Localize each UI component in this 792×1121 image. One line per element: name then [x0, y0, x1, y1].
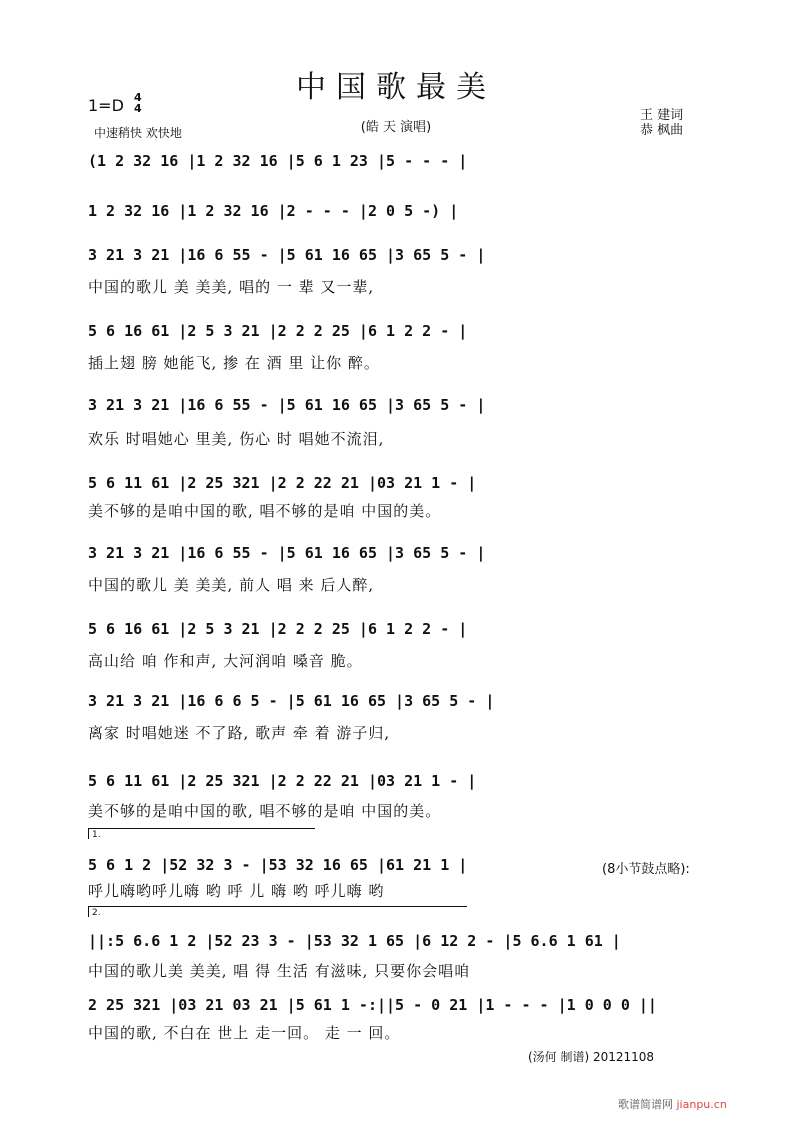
score-line-11-notes: 5 6 1 2 |52 32 3 - |53 32 16 65 |61 21 1 | [88, 856, 468, 874]
volta-2-bracket [88, 906, 467, 917]
site-watermark [618, 1096, 727, 1112]
score-line-4-notes: 5 6 16 61 |2 5 3 21 |2 2 2 25 |6 1 2 2 - | [88, 322, 468, 340]
score-line-13-lyric: 中国的歌, 不白在 世上 走一回。 走 一 回。 [88, 1024, 401, 1042]
time-signature [134, 92, 142, 114]
score-line-8-lyric: 高山给 咱 作和声, 大河润咱 嗓音 脆。 [88, 652, 363, 670]
singer-credit: (皓 天 演唱) [360, 120, 432, 135]
time-signature-top: 4 [134, 91, 142, 104]
score-line-3-notes: 3 21 3 21 |16 6 55 - |5 61 16 65 |3 65 5 - | [88, 246, 486, 264]
watermark-url: jianpu.cn [676, 1098, 727, 1111]
arranger-footer: (汤何 制谱) 20121108 [528, 1050, 655, 1064]
score-line-9-lyric: 离家 时唱她迷 不了路, 歌声 牵 着 游子归, [88, 724, 391, 742]
score-line-1-notes: (1 2 32 16 |1 2 32 16 |5 6 1 23 |5 - - - | [88, 152, 468, 170]
credits [640, 108, 683, 138]
score-line-7-notes: 3 21 3 21 |16 6 55 - |5 61 16 65 |3 65 5 - | [88, 544, 486, 562]
score-line-4-lyric: 插上翅 膀 她能飞, 掺 在 酒 里 让你 醉。 [88, 354, 380, 372]
score-line-6-notes: 5 6 11 61 |2 25 321 |2 2 22 21 |03 21 1 - | [88, 474, 477, 492]
score-line-12-notes: ||:5 6.6 1 2 |52 23 3 - |53 32 1 65 |6 12 2 - |5 6.6 1 61 | [88, 932, 621, 950]
song-title: 中国歌最美 [296, 70, 496, 105]
score-line-2-notes: 1 2 32 16 |1 2 32 16 |2 - - - |2 0 5 -) | [88, 202, 459, 220]
tempo-marking: 中速稍快 欢快地 [94, 126, 182, 140]
score-line-13-notes: 2 25 321 |03 21 03 21 |5 61 1 -:||5 - 0 21 |1 - - - |1 0 0 0 || [88, 996, 657, 1014]
score-line-7-lyric: 中国的歌儿 美 美美, 前人 唱 来 后人醉, [88, 576, 375, 594]
score-line-10-lyric: 美不够的是咱中国的歌, 唱不够的是咱 中国的美。 [88, 802, 442, 820]
volta-1-bracket [88, 828, 315, 839]
score-line-5-lyric: 欢乐 时唱她心 里美, 伤心 时 唱她不流泪, [88, 430, 385, 448]
drum-interlude-note: (8小节鼓点略): [602, 862, 690, 877]
score-line-11-lyric: 呼儿嗨哟呼儿嗨 哟 呼 儿 嗨 哟 呼儿嗨 哟 [88, 882, 385, 900]
composer-credit: 恭 枫曲 [640, 123, 684, 138]
time-signature-bottom: 4 [134, 102, 142, 115]
score-line-6-lyric: 美不够的是咱中国的歌, 唱不够的是咱 中国的美。 [88, 502, 442, 520]
watermark-site: 歌谱简谱网 [618, 1098, 673, 1111]
score-line-3-lyric: 中国的歌儿 美 美美, 唱的 一 辈 又一辈, [88, 278, 375, 296]
volta-2-label: 2. [92, 908, 101, 918]
key-signature: 1=D [88, 96, 124, 115]
volta-1-label: 1. [92, 830, 101, 840]
score-line-8-notes: 5 6 16 61 |2 5 3 21 |2 2 2 25 |6 1 2 2 - | [88, 620, 468, 638]
score-line-12-lyric: 中国的歌儿美 美美, 唱 得 生活 有滋味, 只要你会唱咱 [88, 962, 471, 980]
lyricist-credit: 王 建词 [640, 108, 684, 123]
score-line-10-notes: 5 6 11 61 |2 25 321 |2 2 22 21 |03 21 1 - | [88, 772, 477, 790]
score-line-9-notes: 3 21 3 21 |16 6 6 5 - |5 61 16 65 |3 65 5 - | [88, 692, 495, 710]
score-line-5-notes: 3 21 3 21 |16 6 55 - |5 61 16 65 |3 65 5 - | [88, 396, 486, 414]
